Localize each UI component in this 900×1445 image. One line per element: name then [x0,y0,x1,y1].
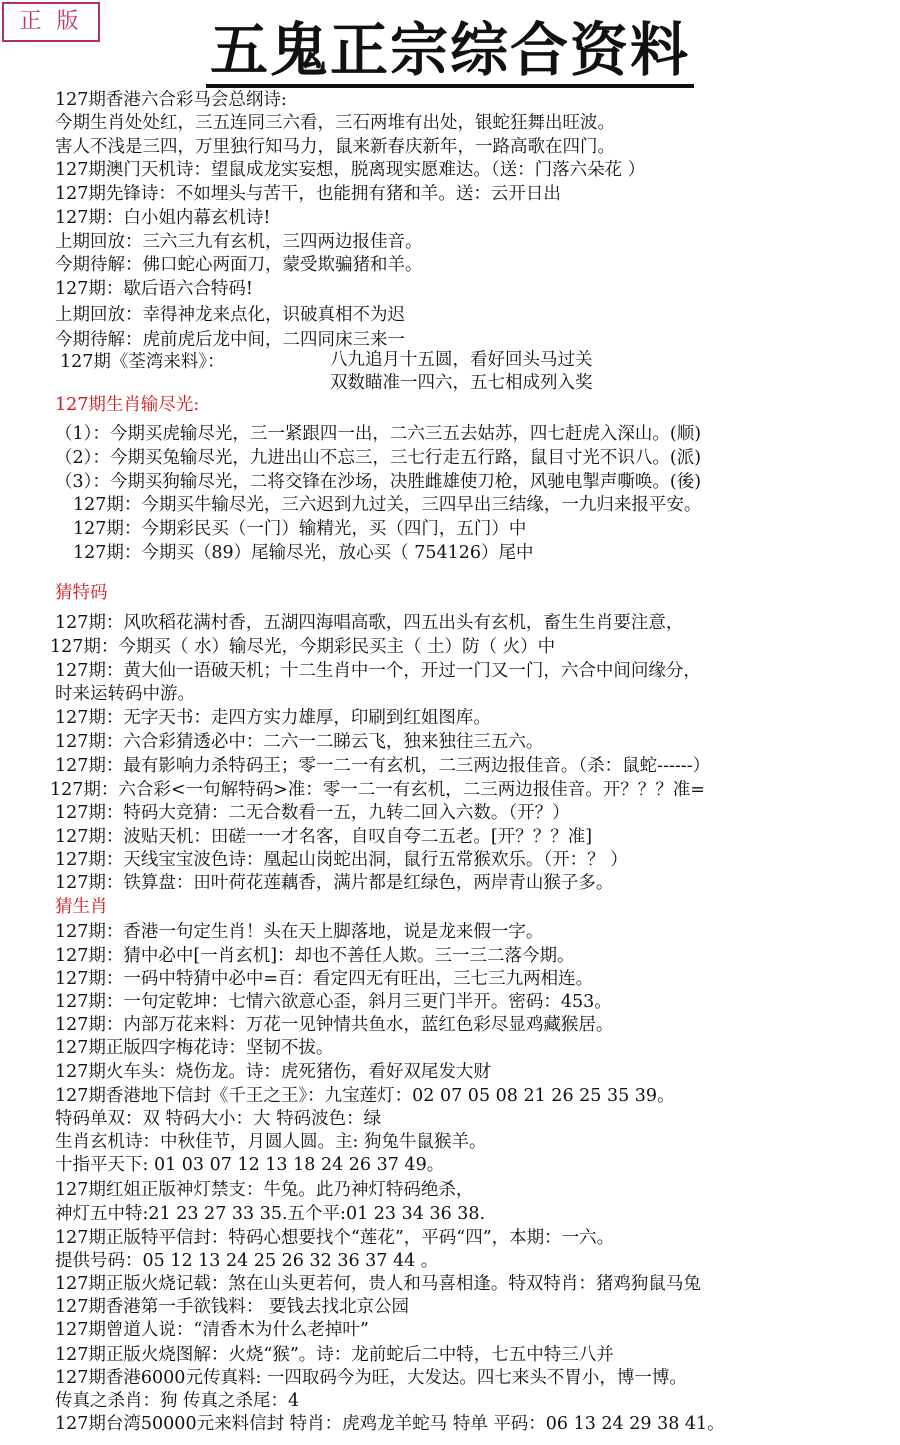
text-line: 127期：猜中必中[一肖玄机]：却也不善任人欺。三一三二落今期。 [55,946,575,966]
text-line: （2）：今期买兔输尽光，九进出山不忘三，三七行走五行路，鼠目寸光不识八。(派) [55,448,702,468]
text-line: 127期澳门天机诗：望鼠成龙实妄想，脱离现实愿难达。（送：门落六朵花 ） [55,160,646,180]
text-line: 上期回放：幸得神龙来点化，识破真相不为迟 [55,305,405,325]
text-line: 127期：风吹稻花满村香，五湖四海唱高歌，四五出头有玄机，畜生生肖要注意， [55,613,684,633]
text-line: 十指平天下: 01 03 07 12 13 18 24 26 37 49。 [55,1155,445,1175]
text-line: 特码单双：双 特码大小：大 特码波色：绿 [55,1109,382,1129]
text-line: 127期：今期买（ 水）输尽光，今期彩民买主（ 土）防（ 火）中 [50,637,556,657]
text-line: 127期：无字天书：走四方实力雄厚，印刷到红姐图库。 [55,708,491,728]
page-title-text: 五鬼正宗综合资料 [206,16,694,88]
text-line: 127期红姐正版神灯禁支：牛兔。此乃神灯特码绝杀， [55,1180,474,1200]
text-line: 今期生肖处处红，三五连同三六看，三石两堆有出处，银蛇狂舞出旺波。 [55,113,615,133]
text-line: 127期：黄大仙一语破天机；十二生肖中一个，开过一门又一门，六合中间问缘分， [55,661,701,681]
text-line: （1）：今期买虎输尽光，三一紧跟四一出，二六三五去姑苏，四七赶虎入深山。(顺) [55,424,702,444]
text-line: 127期正版火烧图解：火烧“猴”。诗：龙前蛇后二中特，七五中特三八并 [55,1345,614,1365]
text-line: 127期香港第一手欲钱料： 要钱去找北京公园 [55,1297,409,1317]
text-line: 上期回放：三六三九有玄机，三四两边报佳音。 [55,232,423,252]
text-line: 时来运转码中游。 [55,684,195,704]
text-line: 127期：一码中特猜中必中=百：看定四无有旺出，三七三九两相连。 [55,969,594,989]
official-badge: 正 版 [2,2,100,42]
text-line: 提供号码：05 12 13 24 25 26 32 36 37 44 。 [55,1251,439,1271]
text-line: 127期：六合彩<一句解特码>准：零一二一有玄机，二三两边报佳音。开？？？准= [50,780,705,800]
text-line: 127期：天线宝宝波色诗：凰起山岗蛇出洞，鼠行五常猴欢乐。（开：？ ） [55,850,628,870]
text-line: 127期台湾50000元来料信封 特肖：虎鸡龙羊蛇马 特单 平码：06 13 24 29 38 41。 [55,1414,725,1434]
text-line: 今期待解：佛口蛇心两面刀，蒙受欺骗猪和羊。 [55,255,423,275]
text-line: 神灯五中特:21 23 27 33 35.五个平:01 23 34 36 38. [55,1204,486,1224]
text-line: 127期：白小姐内幕玄机诗! [55,208,271,228]
text-line: 127期：一句定乾坤：七情六欲意心歪，斜月三更门半开。密码：453。 [55,992,612,1012]
text-line: 双数瞄准一四六，五七相成列入奖 [330,373,593,393]
section-heading: 猜生肖 [55,897,108,917]
text-line: 127期《荃湾来料》： [60,352,225,372]
text-line: （3）：今期买狗输尽光，二将交锋在沙场，决胜雌雄使刀枪，风驰电掣声嘶唤。(後) [55,472,702,492]
text-line: 八九追月十五圆，看好回头马过关 [330,350,593,370]
text-line: 127期正版特平信封：特码心想要找个“莲花”，平码“四”，本期：一六。 [55,1228,615,1248]
text-line: 今期待解：虎前虎后龙中间，二四同床三来一 [55,330,405,350]
text-line: 127期香港6000元传真料: 一四取码今为旺，大发达。四七来头不胃小，博一博。 [55,1368,687,1388]
text-line: 127期先锋诗：不如埋头与苦干，也能拥有猪和羊。送：云开日出 [55,184,561,204]
section-heading: 127期生肖输尽光: [55,395,200,415]
text-line: 127期：香港一句定生肖！头在天上脚落地，说是龙来假一字。 [55,922,544,942]
text-line: 127期：最有影响力杀特码王；零一二一有玄机，二三两边报佳音。（杀：鼠蛇------） [55,756,711,776]
text-line: 127期：铁算盘：田叶荷花莲藕香，满片都是红绿色，两岸青山猴子多。 [55,873,614,893]
text-line: 127期：六合彩猜透必中：二六一二睇云飞，独来独往三五六。 [55,732,544,752]
text-line: 127期：今期彩民买（一门）输精光，买（四门，五门）中 [73,519,527,539]
text-line: 127期香港地下信封《千王之王》：九宝莲灯：02 07 05 08 21 26 25 35 39。 [55,1086,675,1106]
text-line: 127期：内部万花来料：万花一见钟情共鱼水，蓝红色彩尽显鸡藏猴居。 [55,1015,614,1035]
text-line: 127期：今期买（89）尾输尽光，放心买（ 754126）尾中 [73,543,534,563]
text-line: 127期香港六合彩马会总纲诗: [55,90,287,110]
text-line: 传真之杀肖：狗 传真之杀尾：4 [55,1391,300,1411]
text-line: 127期：歇后语六合特码! [55,279,253,299]
text-line: 127期火车头：烧伤龙。诗：虎死猪伤，看好双尾发大财 [55,1062,491,1082]
section-heading: 猜特码 [55,583,108,603]
text-line: 127期曾道人说：“清香木为什么老掉叶” [55,1320,369,1340]
text-line: 生肖玄机诗：中秋佳节，月圆人圆。主: 狗兔牛鼠猴羊。 [55,1132,487,1152]
text-line: 127期：今期买牛输尽光，三六迟到九过关，三四早出三结缘，一九归来报平安。 [73,495,702,515]
text-line: 127期：波贴天机：田磋一一才名客，自叹自夸二五老。[开？？？准] [55,827,593,847]
text-line: 127期正版四字梅花诗：坚韧不拔。 [55,1038,334,1058]
text-line: 127期正版火烧记载：煞在山头更若何，贵人和马喜相逢。特双特肖：猪鸡狗鼠马兔 [55,1274,701,1294]
text-line: 害人不浅是三四，万里独行知马力，鼠来新春庆新年，一路高歌在四门。 [55,137,615,157]
text-line: 127期：特码大竞猜：二无合数看一五，九转二回入六数。（开？） [55,803,570,823]
